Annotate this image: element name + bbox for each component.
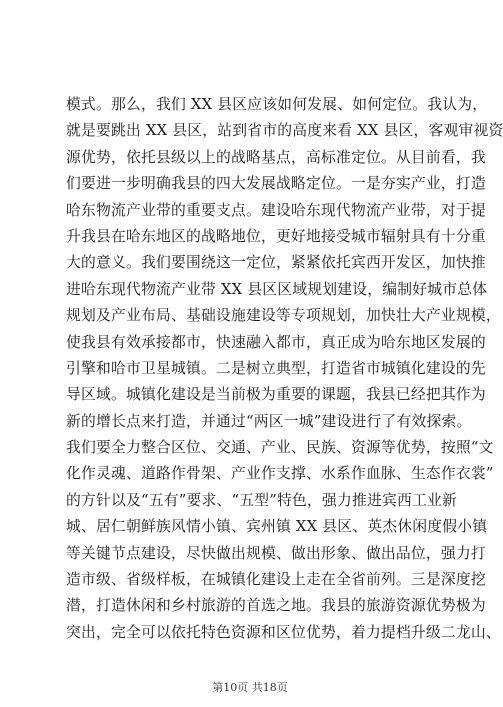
- body-paragraph: [66, 92, 503, 646]
- page-footer: 第10页 共18页: [212, 681, 288, 694]
- text-line: 大的意义。我们要围绕这一定位，紧紧依托宾西开发区，加快推: [66, 254, 486, 272]
- text-line: 们要进一步明确我县的四大发展战略定位。一是夯实产业，打造: [66, 175, 486, 193]
- text-line: 城、居仁朝鲜族风情小镇、宾州镇 XX 县区、英杰休闲度假小镇: [66, 518, 488, 536]
- text-line: 引擎和哈市卫星城镇。二是树立典型，打造省市城镇化建设的先: [66, 359, 486, 377]
- text-line: 规划及产业布局、基础设施建设等专项规划，加快壮大产业规模，: [66, 307, 501, 325]
- text-line: 潜，打造休闲和乡村旅游的首选之地。我县的旅游资源优势极为: [66, 597, 486, 615]
- text-line: 模式。那么，我们 XX 县区应该如何发展、如何定位。我认为，: [66, 96, 488, 113]
- text-line: 造市级、省级样板，在城镇化建设上走在全省前列。三是深度挖: [66, 571, 486, 589]
- text-line: 就是要跳出 XX 县区，站到省市的高度来看 XX 县区，客观审视资: [66, 122, 503, 140]
- text-line: 新的增长点来打造，并通过“两区一城”建设进行了有效探索。: [66, 412, 472, 430]
- text-line: 导区域。城镇化建设是当前极为重要的课题，我县已经把其作为: [66, 386, 486, 404]
- text-line: 的方针以及“五有”要求、“五型”特色，强力推进宾西工业新: [66, 491, 457, 509]
- text-line: 哈东物流产业带的重要支点。建设哈东现代物流产业带，对于提: [66, 201, 486, 219]
- text-line: 源优势，依托县级以上的战略基点，高标准定位。从目前看，我: [66, 148, 486, 166]
- text-line: 突出，完全可以依托特色资源和区位优势，着力提档升级二龙山、: [66, 623, 501, 641]
- text-line: 进哈东现代物流产业带 XX 县区区域规划建设，编制好城市总体: [66, 280, 488, 298]
- text-line: 我们要全力整合区位、交通、产业、民族、资源等优势，按照“文: [66, 439, 494, 457]
- text-line: 等关键节点建设，尽快做出规模、做出形象、做出品位，强力打: [66, 544, 486, 562]
- text-line: 升我县在哈东地区的战略地位，更好地接受城市辐射具有十分重: [66, 227, 486, 245]
- text-line: 化作灵魂、道路作骨架、产业作支撑、水系作血脉、生态作衣裳”: [66, 465, 494, 483]
- text-line: 使我县有效承接都市，快速融入都市，真正成为哈东地区发展的: [66, 333, 486, 351]
